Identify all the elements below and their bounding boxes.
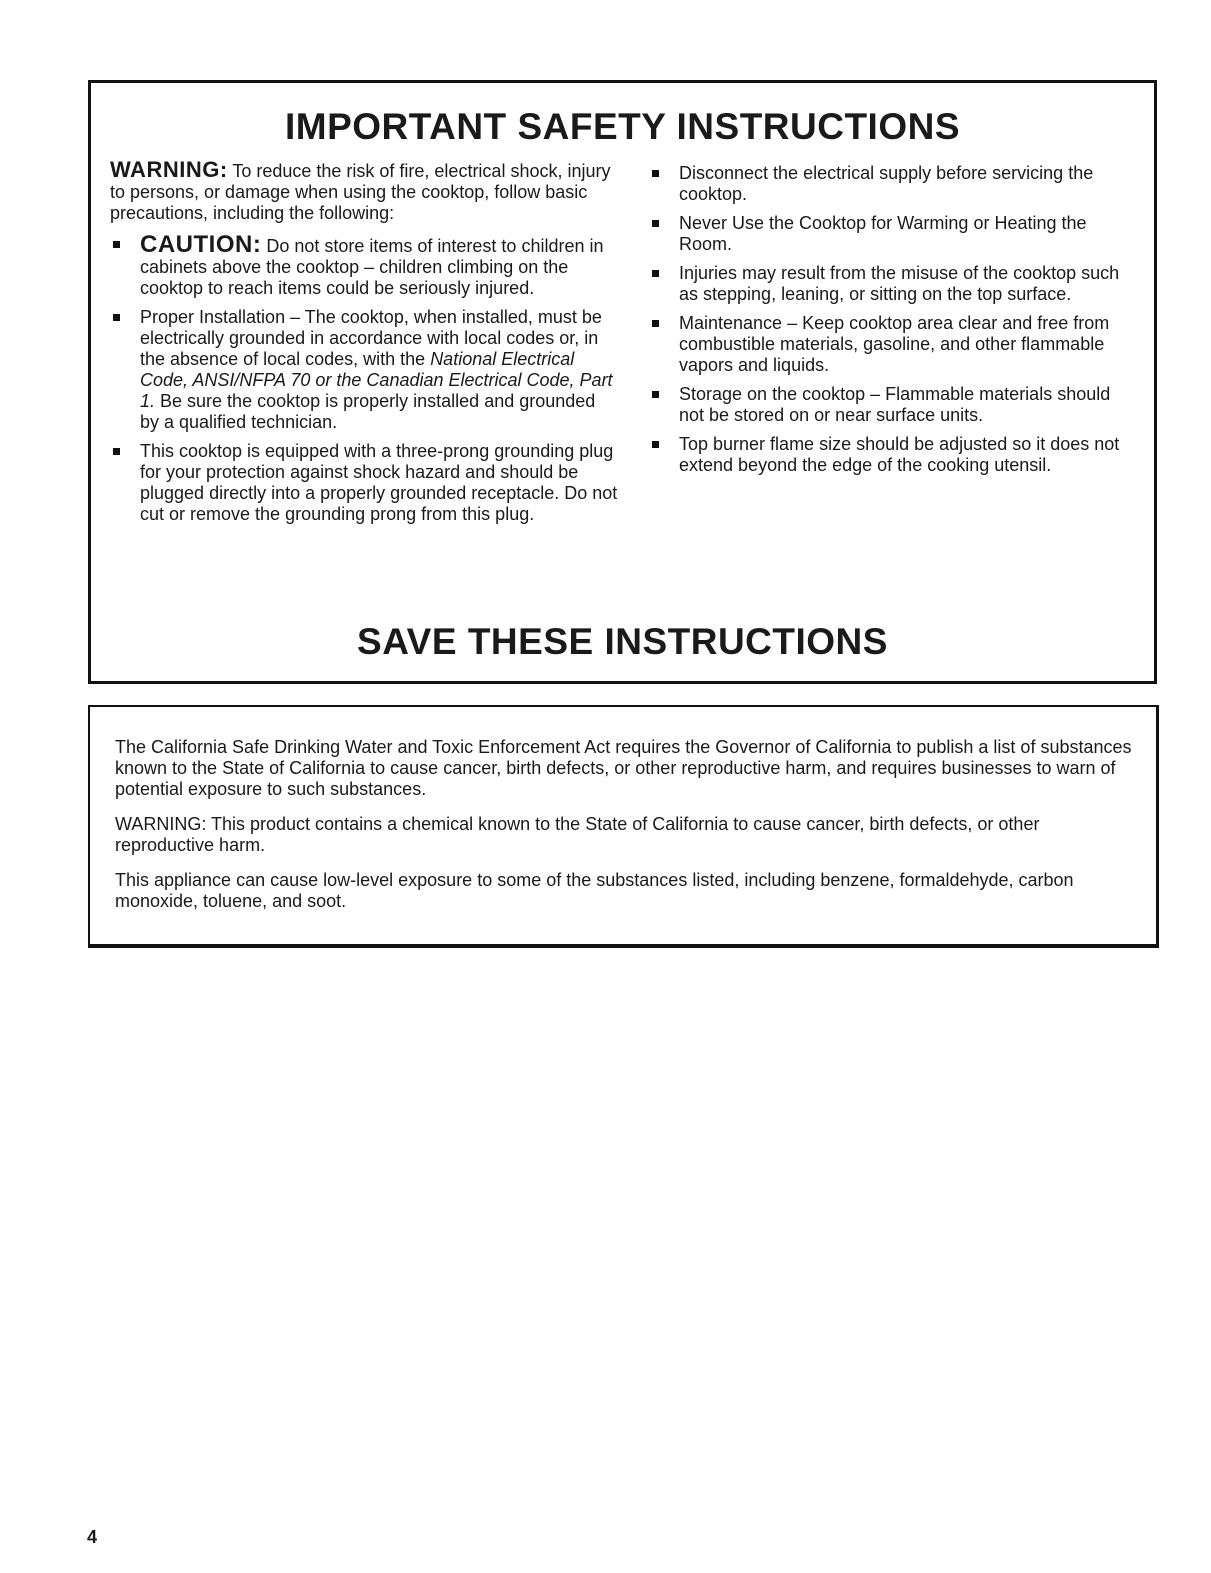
safety-right-column — [649, 163, 1139, 484]
prop65-paragraph: The California Safe Drinking Water and Toxic Enforcement Act requires the Governor of California to publish a list of substances known to the State of California to cause cancer, birth defects, or other reproductive harm, and requires businesses to warn of potential exposure to such substances. — [115, 737, 1132, 799]
bullet-square-icon — [113, 448, 120, 455]
save-instructions-title: SAVE THESE INSTRUCTIONS — [357, 621, 888, 662]
list-item-plug — [110, 441, 618, 525]
warning-text: To reduce the risk of fire, electrical shock, injury to persons, or damage when using the cooktop, follow basic precautions, including the following: — [110, 161, 611, 223]
list-item-installation — [110, 307, 618, 433]
caution-label: CAUTION: — [140, 231, 262, 258]
bullet-square-icon — [652, 320, 659, 327]
bullet-square-icon — [113, 241, 120, 248]
warning-intro — [110, 159, 618, 224]
list-item-text: Maintenance – Keep cooktop area clear and free from combustible materials, gasoline, and other flammable vapors and liquids. — [679, 313, 1110, 375]
safety-left-column — [110, 159, 618, 533]
bullet-square-icon — [113, 314, 120, 321]
list-item-caution — [110, 231, 618, 299]
installation-text-a: Proper Installation – The cooktop, when installed, must be electrically grounded in accordance with local codes or, in the absence of local codes, with the — [140, 307, 602, 369]
list-item — [649, 384, 1139, 426]
bullet-square-icon — [652, 220, 659, 227]
installation-code-reference: National Electrical Code, ANSI/NFPA 70 or the Canadian Electrical Code, Part 1. — [140, 349, 613, 411]
safety-instructions-box — [88, 80, 1157, 684]
list-item — [649, 213, 1139, 255]
bullet-square-icon — [652, 170, 659, 177]
list-item-text: Disconnect the electrical supply before servicing the cooktop. — [679, 163, 1094, 204]
list-item-text: Top burner flame size should be adjusted so it does not extend beyond the edge of the cooking utensil. — [679, 434, 1120, 475]
right-bullet-list — [649, 163, 1139, 476]
list-item — [649, 313, 1139, 376]
bullet-square-icon — [652, 441, 659, 448]
prop65-content — [115, 737, 1135, 926]
bullet-square-icon — [652, 391, 659, 398]
warning-label: WARNING: — [110, 157, 228, 182]
left-bullet-list — [110, 231, 618, 525]
bullet-square-icon — [652, 270, 659, 277]
list-item — [649, 263, 1139, 305]
plug-text: This cooktop is equipped with a three-prong grounding plug for your protection against shock hazard and should be plugged directly into a properly grounded receptacle. Do not cut or remove the grounding prong from this plug. — [140, 441, 618, 524]
list-item — [649, 163, 1139, 205]
prop65-notice-box — [88, 705, 1159, 948]
prop65-warning-paragraph: WARNING: This product contains a chemical known to the State of California to cause cancer, birth defects, or other reproductive harm. — [115, 814, 1040, 855]
installation-text-b: Be sure the cooktop is properly installed and grounded by a qualified technician. — [140, 391, 596, 432]
caution-text: Do not store items of interest to children in cabinets above the cooktop – children climbing on the cooktop to reach items could be seriously injured. — [140, 236, 604, 298]
list-item-text: Injuries may result from the misuse of the cooktop such as stepping, leaning, or sitting on the top surface. — [679, 263, 1120, 304]
page-number: 4 — [87, 1527, 98, 1547]
safety-title: IMPORTANT SAFETY INSTRUCTIONS — [284, 106, 961, 147]
prop65-paragraph: This appliance can cause low-level exposure to some of the substances listed, including benzene, formaldehyde, carbon monoxide, toluene, and soot. — [115, 870, 1074, 911]
list-item — [649, 434, 1139, 476]
list-item-text: Never Use the Cooktop for Warming or Heating the Room. — [679, 213, 1087, 254]
list-item-text: Storage on the cooktop – Flammable materials should not be stored on or near surface units. — [679, 384, 1111, 425]
